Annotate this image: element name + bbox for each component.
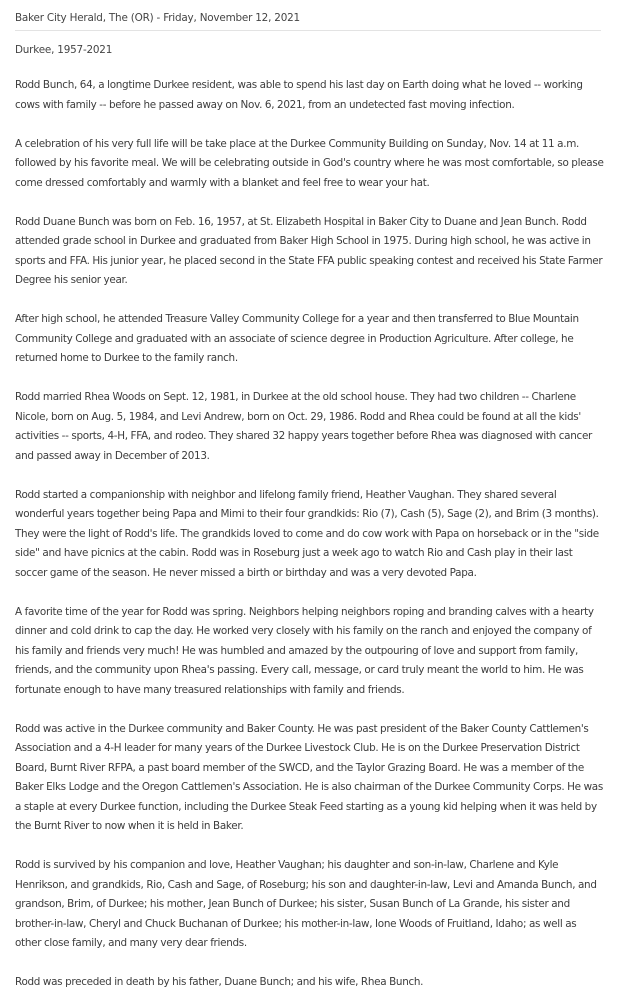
paragraph-education: After high school, he attended Treasure Valley Community College for a year and then transferred to Blue Mountain Community College and graduated with an associate of science degree in Production Agriculture. After college, he returned home to Durkee to the family ranch. <box>15 313 579 364</box>
paragraph-intro: Rodd Bunch, 64, a longtime Durkee resident, was able to spend his last day on Earth doing what he loved -- working cows with family -- before he passed away on Nov. 6, 2021, from an undetected fast moving infection. <box>15 79 583 111</box>
paragraph-celebration: A celebration of his very full life will be take place at the Durkee Community Building on Sunday, Nov. 14 at 11 a.m. followed by his favorite meal. We will be celebrating outside in God's country where he was most comfortable, so please come dressed comfortably and warmly with a blanket and feel free to wear your hat. <box>15 137 604 189</box>
article-body <box>15 76 602 993</box>
paragraph-marriage: Rodd married Rhea Woods on Sept. 12, 1981, in Durkee at the old school house. They had two children -- Charlene Nicole, born on Aug. 5, 1984, and Levi Andrew, born on Oct. 29, 1986. Rodd and Rhea could be found at all the kids' activities -- sports, 4-H, FFA, and rodeo. They shared 32 happy years together before Rhea was diagnosed with cancer and passed away in December of 2013. <box>15 391 593 462</box>
paragraph-spring: A favorite time of the year for Rodd was spring. Neighbors helping neighbors roping and branding calves with a hearty dinner and cold drink to cap the day. He worked very closely with his family on the ranch and enjoyed the company of his family and friends very much! He was humbled and amazed by the outpouring of love and support from family, friends, and the community upon Rhea's passing. Every call, message, or card truly meant the world to him. He was fortunate enough to have many treasured relationships with family and friends. <box>15 605 594 696</box>
publication-source-line: Baker City Herald, The (OR) - Friday, November 12, 2021 <box>15 11 601 31</box>
paragraph-community: Rodd was active in the Durkee community and Baker County. He was past president of the Baker County Cattlemen's Association and a 4-H leader for many years of the Durkee Livestock Club. He is on the Durkee Preservation District Board, Burnt River RFPA, a past board member of the SWCD, and the Taylor Grazing Board. He was a member of the Baker Elks Lodge and the Oregon Cattlemen's Association. He is also chairman of the Durkee Community Corps. He was a staple at every Durkee function, including the Durkee Steak Feed starting as a young kid helping when it was held by the Burnt River to now when it is held in Baker. <box>15 722 603 832</box>
paragraph-companionship: Rodd started a companionship with neighbor and lifelong family friend, Heather Vaughan. They shared several wonderful years together being Papa and Mimi to their four grandkids: Rio (7), Cash (5), Sage (2), and Brim (3 months). They were the light of Rodd's life. The grandkids loved to come and do cow work with Papa on horseback or in the "side side" and have picnics at the cabin. Rodd was in Roseburg just a week ago to watch Rio and Cash play in their last soccer game of the season. He never missed a birth or birthday and was a very devoted Papa. <box>15 488 599 579</box>
paragraph-preceded: Rodd was preceded in death by his father, Duane Bunch; and his wife, Rhea Bunch. <box>15 976 424 988</box>
obituary-subtitle: Durkee, 1957-2021 <box>15 44 113 56</box>
paragraph-survivors: Rodd is survived by his companion and love, Heather Vaughan; his daughter and son-in-law, Charlene and Kyle Henrikson, and grandkids, Rio, Cash and Sage, of Roseburg; his son and daughter-in-law, Levi and Amanda Bunch, and grandson, Brim, of Durkee; his mother, Jean Bunch of Durkee; his sister, Susan Bunch of La Grande, his sister and brother-in-law, Cheryl and Chuck Buchanan of Durkee; his mother-in-law, Ione Woods of Fruitland, Idaho; as well as other close family, and many very dear friends. <box>15 859 597 949</box>
paragraph-early-life: Rodd Duane Bunch was born on Feb. 16, 1957, at St. Elizabeth Hospital in Baker City to Duane and Jean Bunch. Rodd attended grade school in Durkee and graduated from Baker High School in 1975. During high school, he was active in sports and FFA. His junior year, he placed second in the State FFA public speaking contest and received his State Farmer Degree his senior year. <box>15 215 603 286</box>
